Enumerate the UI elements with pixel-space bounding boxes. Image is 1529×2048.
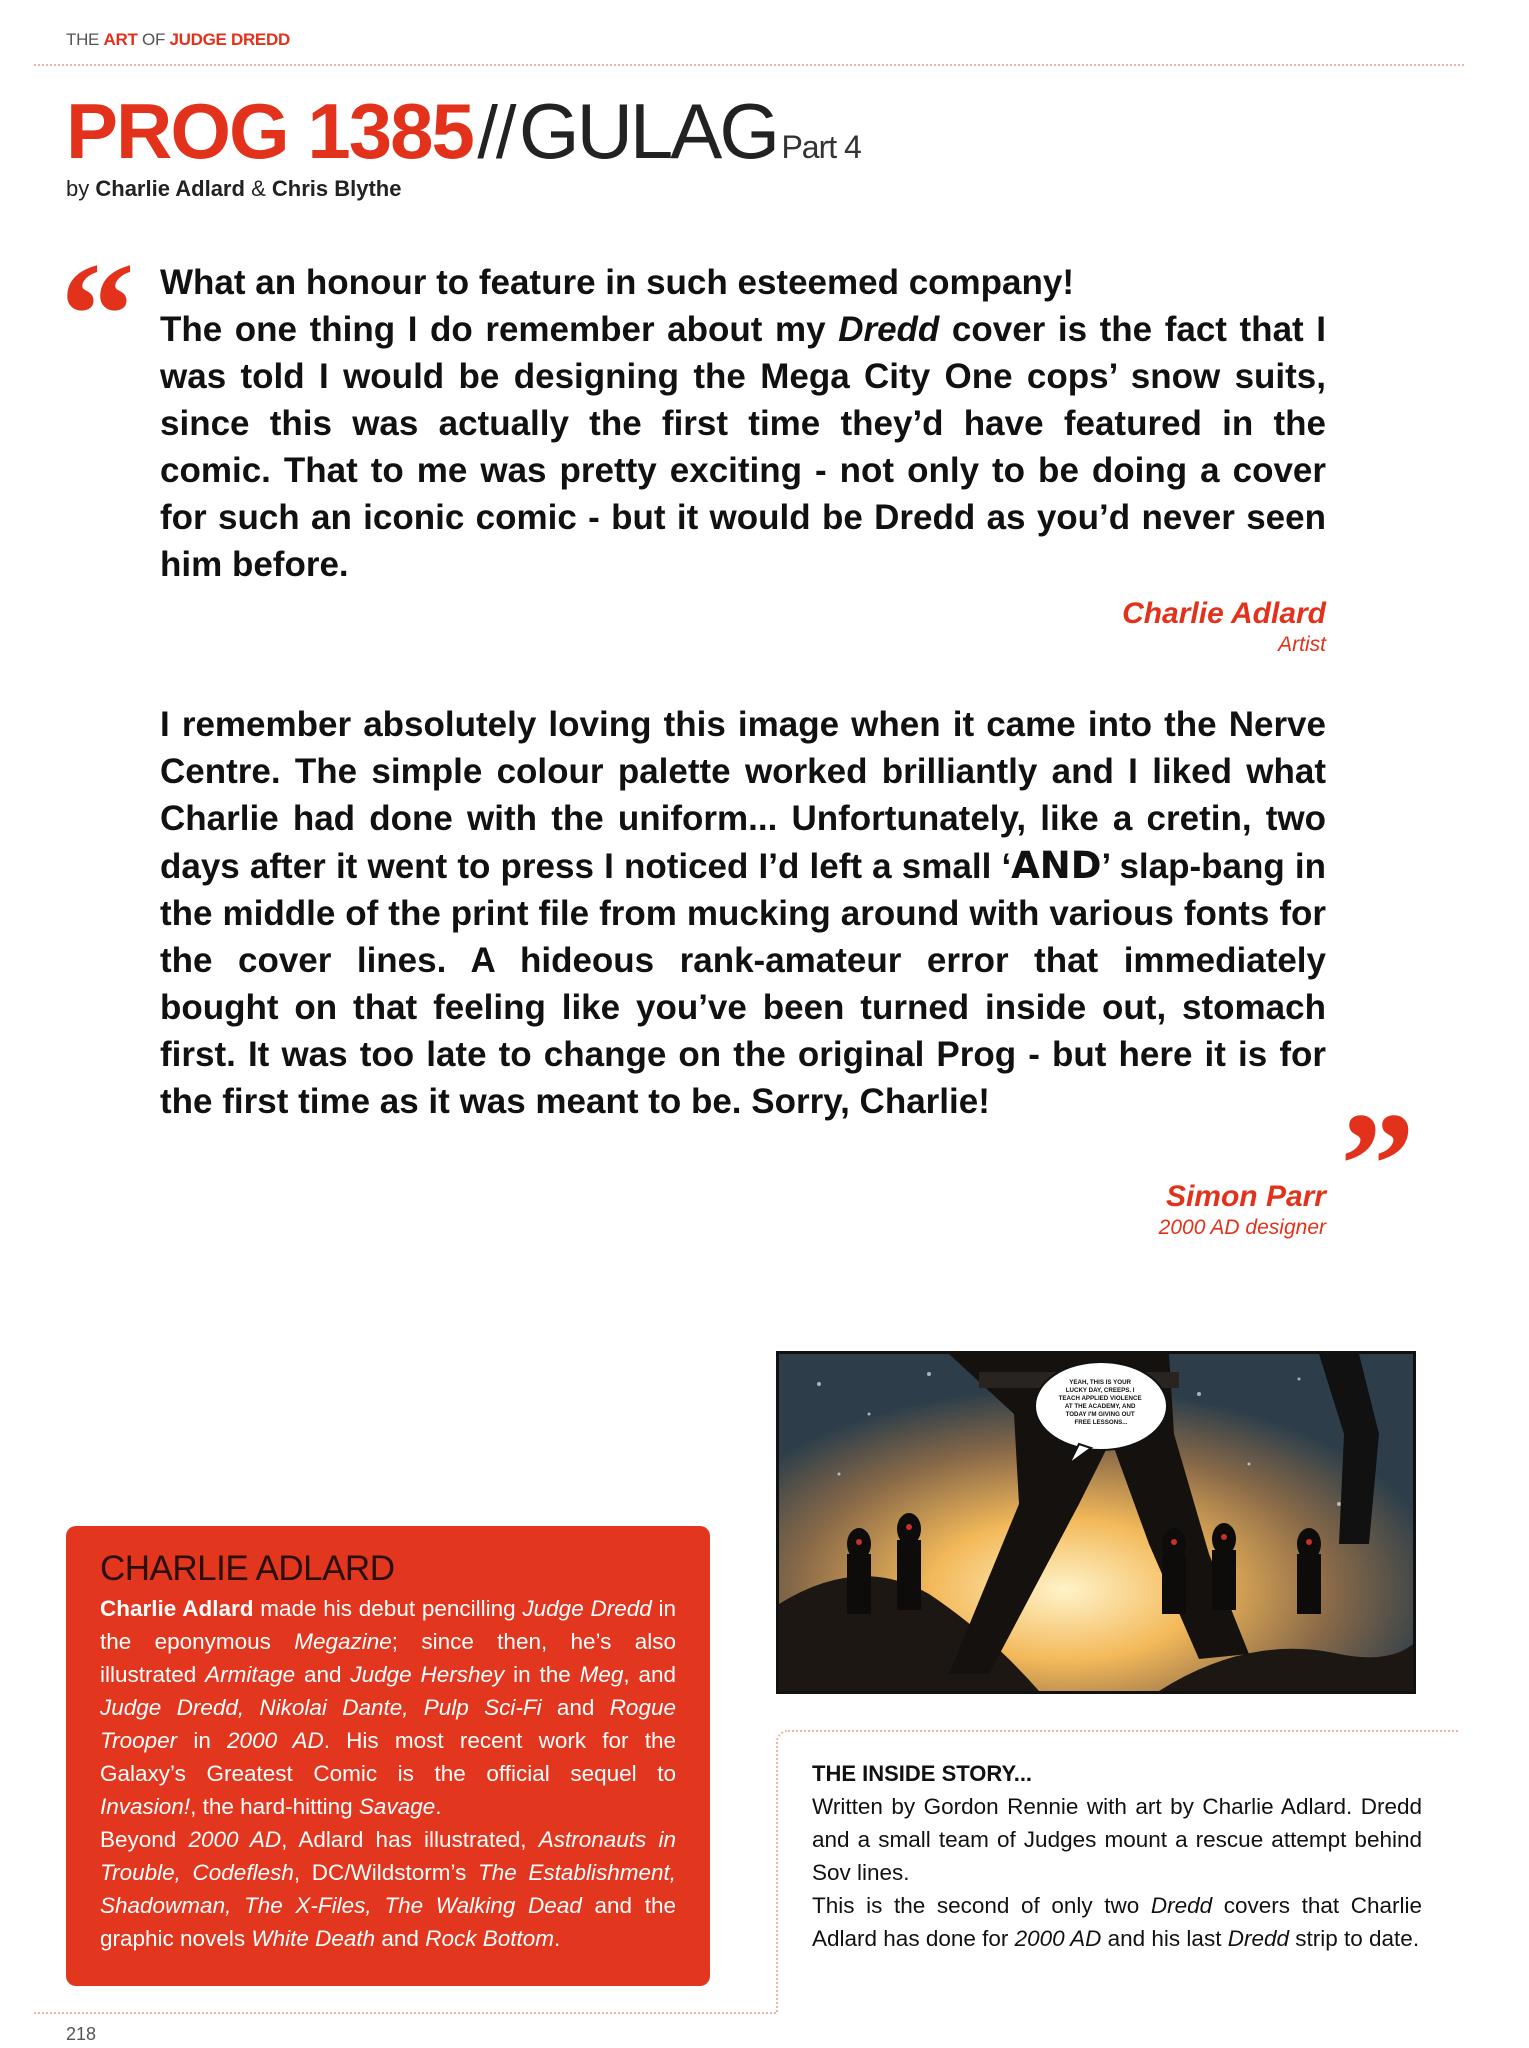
balloon-line: TEACH APPLIED VIOLENCE bbox=[1058, 1395, 1142, 1402]
attribution-role: Artist bbox=[1278, 633, 1326, 656]
top-divider bbox=[34, 64, 1464, 66]
balloon-line: TODAY I'M GIVING OUT bbox=[1065, 1411, 1135, 1418]
comic-panel-art bbox=[779, 1354, 1413, 1691]
quote1-text-b: cover is the fact that I was told I would be designing the Mega City One cops’ snow suits, since this was actually the first time they’d have featured in the comic. That to me was pretty exciting - not only to be doing a cover for such an iconic comic - but it would be Dredd as you’d never seen him before. bbox=[160, 310, 1326, 584]
quote2-and-word: AND bbox=[1011, 844, 1102, 887]
header-the: THE bbox=[66, 30, 100, 49]
bio-heading: CHARLIE ADLARD bbox=[100, 1549, 395, 1588]
running-header bbox=[66, 30, 290, 50]
balloon-line: FREE LESSONS... bbox=[1074, 1419, 1128, 1426]
story-title: GULAG bbox=[518, 87, 777, 175]
bio-box bbox=[66, 1526, 710, 1986]
byline-artist: Charlie Adlard bbox=[95, 176, 245, 201]
quote1-dredd-italic: Dredd bbox=[838, 310, 940, 349]
quote1-paragraph bbox=[160, 306, 1326, 588]
quote2-text-a: I remember absolutely loving this image when it came into the Nerve Centre. The simple colour palette worked brilliantly and I liked what Charlie had done with the uniform... Unfortunately, like a cretin, two days after it went to press I noticed I’d left a small ‘ bbox=[160, 705, 1326, 886]
title-separator: // bbox=[477, 91, 515, 174]
inside-story-text bbox=[812, 1790, 1422, 1955]
header-art: ART bbox=[103, 30, 138, 49]
quote-artist bbox=[160, 259, 1326, 588]
page-number: 218 bbox=[66, 2024, 97, 2044]
header-of: OF bbox=[142, 30, 166, 49]
inside-story-p1: Written by Gordon Rennie with art by Charlie Adlard. Dredd and a small team of Judges mount a rescue attempt behind Sov lines. bbox=[812, 1794, 1422, 1885]
page-title bbox=[66, 87, 861, 175]
quote1-text-a: The one thing I do remember about my bbox=[160, 310, 839, 349]
inside-story-box bbox=[776, 1730, 1458, 2012]
bio-name: Charlie Adlard bbox=[100, 1596, 254, 1621]
attribution-name: Simon Parr bbox=[1165, 1180, 1326, 1213]
balloon-line: AT THE ACADEMY, AND bbox=[1064, 1403, 1136, 1410]
quote2-paragraph bbox=[160, 701, 1326, 1125]
story-part: Part 4 bbox=[781, 129, 861, 165]
attribution-artist bbox=[1122, 597, 1326, 659]
attribution-role: 2000 AD designer bbox=[1158, 1216, 1326, 1239]
inside-story-title: THE INSIDE STORY... bbox=[812, 1761, 1033, 1786]
attribution-name: Charlie Adlard bbox=[1122, 597, 1326, 630]
close-quote-icon: ” bbox=[1340, 1082, 1415, 1248]
inside-story-p2: This is the second of only two Dredd covers that Charlie Adlard has done for 2000 AD and his last Dredd strip to date. bbox=[812, 1893, 1422, 1951]
balloon-line: LUCKY DAY, CREEPS. I bbox=[1065, 1387, 1135, 1394]
quote1-line1: What an honour to feature in such esteemed company! bbox=[160, 263, 1075, 302]
attribution-designer bbox=[1159, 1180, 1326, 1242]
bottom-divider bbox=[34, 2012, 776, 2014]
quote2-text-b: ’ slap-bang in the middle of the print file from mucking around with various fonts for the cover lines. A hideous rank-amateur error that immediately bought on that feeling like you’ve been turned inside out, stomach first. It was too late to change on the original Prog - but here it is for the first time as it was meant to be. Sorry, Charlie! bbox=[160, 847, 1326, 1121]
comic-panel-image bbox=[776, 1351, 1416, 1694]
prog-number: PROG 1385 bbox=[66, 87, 473, 175]
quote-designer bbox=[160, 701, 1326, 1125]
byline-colourist: Chris Blythe bbox=[271, 176, 402, 201]
bio-text: Charlie Adlard made his debut pencilling Judge Dredd in the eponymous Megazine; since then, he’s also illustrated Armitage and Judge Hershey in the Meg, and Judge Dredd, Nikolai Dante, Pulp Sci-Fi and Rogue Trooper in 2000 AD. His most recent work for the Galaxy’s Greatest Comic is the official sequel to Invasion!, the hard-hitting Savage. Beyond 2000 AD, Adlard has illustrated, Astronauts in Trouble, Codeflesh, DC/Wildstorm’s The Establishment, Shadowman, The X-Files, The Walking Dead and the graphic novels White Death and Rock Bottom. bbox=[100, 1596, 677, 1951]
byline-amp: & bbox=[251, 176, 266, 201]
byline-by: by bbox=[66, 176, 90, 201]
open-quote-icon: “ bbox=[60, 232, 135, 398]
byline bbox=[66, 176, 401, 202]
header-judge-dredd: JUDGE DREDD bbox=[169, 30, 290, 49]
balloon-line: YEAH, THIS IS YOUR bbox=[1069, 1379, 1132, 1386]
